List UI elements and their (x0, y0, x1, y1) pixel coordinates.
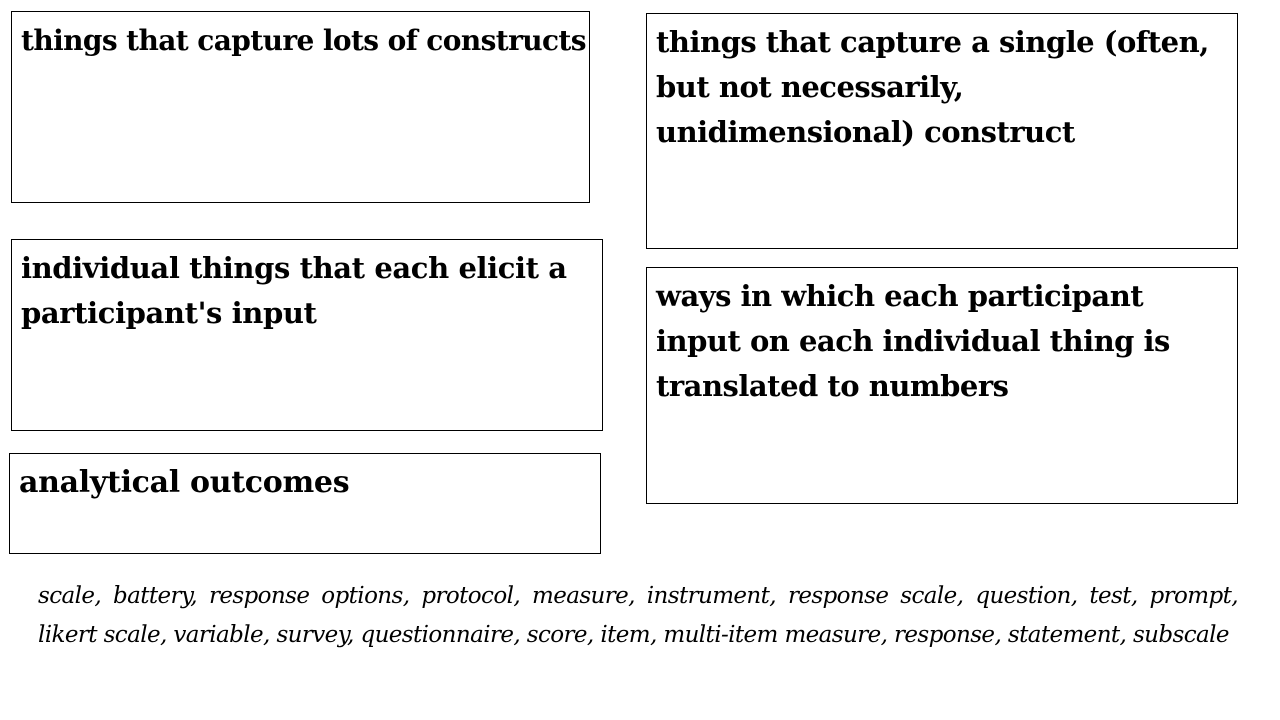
category-label: things that capture a single (often, but not necessarily, unidimensional) construct (656, 25, 1209, 149)
category-box-analytical-outcomes (9, 453, 601, 554)
category-label: individual things that each elicit a participant's input (21, 251, 567, 330)
term-list: scale, battery, response options, protocol, measure, instrument, response scale, question, test, prompt, likert scale, variable, survey, questionnaire, score, item, multi-item measure, response, statement, subscale (38, 583, 1238, 648)
category-label: analytical outcomes (19, 465, 350, 500)
category-label: things that capture lots of constructs (21, 24, 586, 57)
category-label: ways in which each participant input on each individual thing is translated to numbers (656, 279, 1170, 403)
category-box-translated-to-numbers (646, 267, 1238, 504)
category-box-elicit-input (11, 239, 603, 431)
category-box-single-construct (646, 13, 1238, 249)
category-box-lots-of-constructs (11, 11, 590, 203)
